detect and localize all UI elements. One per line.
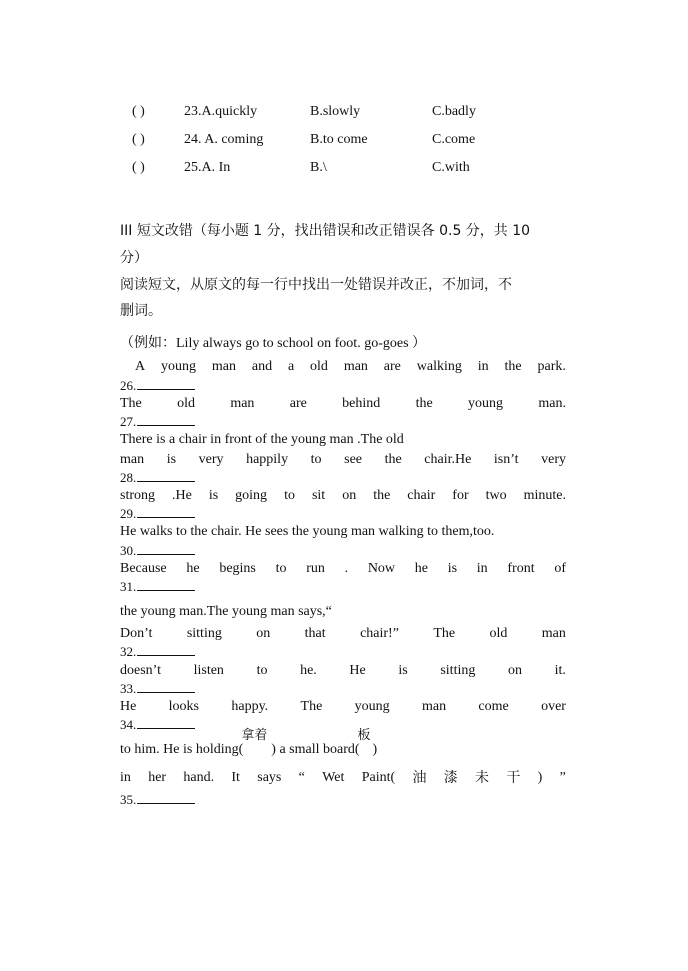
word: Don’t bbox=[120, 626, 153, 641]
answer-blank-26[interactable] bbox=[120, 377, 195, 394]
answer-blank-28[interactable] bbox=[120, 469, 195, 486]
word: a bbox=[287, 359, 295, 374]
word: to bbox=[310, 452, 322, 467]
word: it. bbox=[554, 663, 566, 678]
word: man bbox=[541, 626, 566, 641]
word: The bbox=[120, 396, 142, 411]
option-a: 23.A.quickly bbox=[184, 104, 258, 119]
word: very bbox=[198, 452, 224, 467]
blank-number: 32. bbox=[120, 644, 137, 659]
answer-blank-33[interactable] bbox=[120, 680, 195, 697]
word: man bbox=[211, 359, 236, 374]
blank-number: 27. bbox=[120, 414, 137, 429]
word: are bbox=[289, 396, 307, 411]
word: he bbox=[186, 561, 200, 576]
passage-line-11 bbox=[120, 698, 566, 716]
word: on bbox=[507, 663, 522, 678]
word: he bbox=[414, 561, 428, 576]
line-text: ) a small board( bbox=[271, 742, 360, 757]
answer-parens: ( ) bbox=[132, 132, 145, 147]
word: The bbox=[433, 626, 456, 641]
word: front bbox=[507, 561, 535, 576]
word: He bbox=[120, 699, 137, 714]
word: in bbox=[120, 770, 131, 785]
answer-parens: ( ) bbox=[132, 160, 145, 175]
answer-blank-30[interactable] bbox=[120, 542, 195, 559]
word: young bbox=[161, 359, 196, 374]
word: happily bbox=[246, 452, 289, 467]
word: Now bbox=[367, 561, 396, 576]
blank-number: 28. bbox=[120, 470, 137, 485]
word: sitting bbox=[186, 626, 222, 641]
word: says bbox=[257, 770, 282, 785]
passage-line-3: There is a chair in front of the young man .The old bbox=[120, 432, 404, 447]
word: is bbox=[398, 663, 408, 678]
word: . bbox=[344, 561, 349, 576]
word: man bbox=[120, 452, 145, 467]
blank-number: 34. bbox=[120, 717, 137, 732]
word: for bbox=[452, 488, 469, 503]
word: listen bbox=[193, 663, 224, 678]
word: sitting bbox=[440, 663, 476, 678]
word: It bbox=[231, 770, 240, 785]
word: The bbox=[300, 699, 323, 714]
blank-number: 29. bbox=[120, 506, 137, 521]
word: very bbox=[541, 452, 566, 467]
word: the bbox=[415, 396, 433, 411]
chinese-gloss: 拿着 bbox=[241, 728, 268, 743]
gloss-holding bbox=[241, 728, 271, 759]
blank-number: 35. bbox=[120, 792, 137, 807]
option-c: C.badly bbox=[432, 104, 476, 119]
answer-blank-29[interactable] bbox=[120, 505, 195, 522]
answer-parens: ( ) bbox=[132, 104, 145, 119]
passage-line-12 bbox=[120, 728, 566, 759]
word: young bbox=[354, 699, 390, 714]
word: the bbox=[384, 452, 402, 467]
word: chair!” bbox=[360, 626, 399, 641]
word: of bbox=[554, 561, 566, 576]
option-a: 24. A. coming bbox=[184, 132, 264, 147]
word: man bbox=[230, 396, 255, 411]
passage-line-13 bbox=[120, 769, 566, 787]
word: two bbox=[485, 488, 507, 503]
answer-blank-32[interactable] bbox=[120, 643, 195, 660]
word: over bbox=[541, 699, 566, 714]
option-b: B.slowly bbox=[310, 104, 361, 119]
section-heading: III 短文改错（每小题 1 分，找出错误和改正错误各 0.5 分，共 10 bbox=[120, 223, 531, 239]
word: A bbox=[135, 359, 146, 374]
word: Paint( bbox=[361, 770, 396, 785]
word: begins bbox=[219, 561, 256, 576]
passage-line-5 bbox=[120, 487, 566, 505]
word: 油 bbox=[412, 770, 427, 786]
word: Because bbox=[120, 561, 167, 576]
word: “ bbox=[298, 770, 305, 785]
word: 未 bbox=[475, 770, 490, 786]
word: going bbox=[235, 488, 268, 503]
word: 干 bbox=[506, 770, 521, 786]
word: the bbox=[373, 488, 391, 503]
word: park. bbox=[537, 359, 566, 374]
word: .He bbox=[172, 488, 192, 503]
word: her bbox=[148, 770, 167, 785]
instruction-cont: 删词。 bbox=[120, 303, 162, 319]
word: is bbox=[208, 488, 219, 503]
word: behind bbox=[342, 396, 381, 411]
word: sit bbox=[311, 488, 326, 503]
word: chair.He bbox=[424, 452, 472, 467]
passage-line-4 bbox=[120, 451, 566, 469]
word: on bbox=[256, 626, 271, 641]
option-c: C.come bbox=[432, 132, 476, 147]
line-text: ) bbox=[372, 742, 378, 757]
word: young bbox=[468, 396, 504, 411]
word: that bbox=[304, 626, 326, 641]
word: ) bbox=[537, 770, 543, 785]
mc-question-25 bbox=[132, 160, 470, 176]
instruction: 阅读短文，从原文的每一行中找出一处错误并改正，不加词，不 bbox=[120, 277, 512, 293]
section-heading-cont: 分） bbox=[120, 250, 148, 266]
word: in bbox=[477, 359, 489, 374]
word: minute. bbox=[523, 488, 566, 503]
blank-number: 30. bbox=[120, 543, 137, 558]
word: see bbox=[344, 452, 363, 467]
blank-number: 31. bbox=[120, 579, 137, 594]
passage-line-1 bbox=[135, 358, 566, 376]
chinese-gloss: 板 bbox=[357, 728, 371, 743]
word: man bbox=[421, 699, 447, 714]
word: isn’t bbox=[493, 452, 519, 467]
word: the bbox=[504, 359, 522, 374]
passage-line-9 bbox=[120, 625, 566, 643]
example-line: （例如：Lily always go to school on foot. go-goes ） bbox=[120, 336, 427, 351]
passage-line-6: He walks to the chair. He sees the young man walking to them,too. bbox=[120, 524, 495, 539]
word: walking bbox=[416, 359, 462, 374]
word: old bbox=[489, 626, 508, 641]
word: He bbox=[349, 663, 366, 678]
word: run bbox=[306, 561, 325, 576]
answer-blank-34[interactable] bbox=[120, 716, 195, 733]
word: chair bbox=[407, 488, 436, 503]
word: he. bbox=[300, 663, 317, 678]
word: old bbox=[177, 396, 195, 411]
answer-blank-31[interactable] bbox=[120, 578, 195, 595]
word: ” bbox=[559, 770, 566, 785]
passage-line-10 bbox=[120, 662, 566, 680]
word: on bbox=[342, 488, 357, 503]
word: old bbox=[310, 359, 328, 374]
word: and bbox=[251, 359, 273, 374]
word: to bbox=[275, 561, 287, 576]
word: come bbox=[478, 699, 509, 714]
answer-blank-35[interactable] bbox=[120, 791, 195, 808]
option-b: B.\ bbox=[310, 160, 327, 175]
blank-number: 33. bbox=[120, 681, 137, 696]
line-text: to him. He is holding( bbox=[120, 742, 244, 757]
word: are bbox=[383, 359, 401, 374]
mc-question-24 bbox=[132, 132, 475, 148]
word: in bbox=[476, 561, 488, 576]
word: hand. bbox=[183, 770, 215, 785]
answer-blank-27[interactable] bbox=[120, 413, 195, 430]
word: is bbox=[447, 561, 458, 576]
gloss-board bbox=[357, 728, 373, 759]
word: Wet bbox=[322, 770, 345, 785]
option-b: B.to come bbox=[310, 132, 368, 147]
word: is bbox=[166, 452, 177, 467]
word: to bbox=[256, 663, 268, 678]
word: 漆 bbox=[443, 770, 458, 786]
word: looks bbox=[168, 699, 200, 714]
word: man. bbox=[538, 396, 566, 411]
word: man bbox=[343, 359, 368, 374]
passage-line-2 bbox=[120, 395, 566, 413]
passage-line-7 bbox=[120, 560, 566, 578]
word: happy. bbox=[231, 699, 269, 714]
option-a: 25.A. In bbox=[184, 160, 231, 175]
blank-number: 26. bbox=[120, 378, 137, 393]
word: to bbox=[284, 488, 295, 503]
passage-line-8: the young man.The young man says,“ bbox=[120, 604, 332, 619]
word: doesn’t bbox=[120, 663, 161, 678]
word: strong bbox=[120, 488, 155, 503]
mc-question-23 bbox=[132, 104, 476, 120]
option-c: C.with bbox=[432, 160, 470, 175]
